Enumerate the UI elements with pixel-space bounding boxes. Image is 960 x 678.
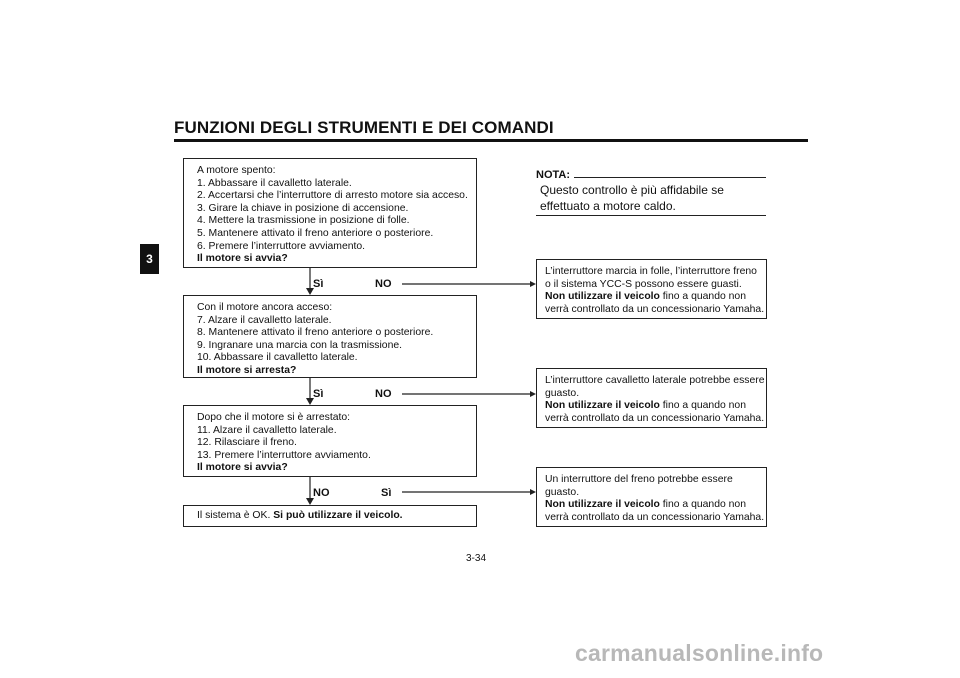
fault-line: fino a quando non [659,400,746,412]
fault-line: verrà controllato da un concessionario Yamaha. [545,303,765,315]
step-line: 6. Premere l’interruttore avviamento. [197,240,366,252]
fault-line: o il sistema YCC-S possono essere guasti. [545,278,742,290]
fault-box-3 [536,467,767,527]
branch-3-down-label: NO [313,487,330,499]
branch-1-right-label: NO [375,278,392,290]
fault-line: fino a quando non [659,291,746,303]
fault-line: guasto. [545,387,580,399]
branch-3-right-label: Sì [381,487,392,499]
step-line: A motore spento: [197,165,276,176]
result-ok-box [183,505,477,527]
fault-line: fino a quando non [659,499,746,511]
step-line: 4. Mettere la trasmissione in posizione di folle. [197,215,410,227]
step-question: Il motore si avvia? [197,462,288,474]
page-number: 3-34 [466,553,487,564]
fault-line: L’interruttore cavalletto laterale potrebbe essere [545,375,765,386]
step-line: Dopo che il motore si è arrestato: [197,412,351,423]
step-line: Con il motore ancora acceso: [197,302,333,313]
fault-line: Un interruttore del freno potrebbe essere [545,474,733,485]
fault-box-2 [536,368,767,428]
step-line: 12. Rilasciare il freno. [197,437,297,449]
step-line: 7. Alzare il cavalletto laterale. [197,314,332,326]
branch-2-right-label: NO [375,388,392,400]
step-line: 2. Accertarsi che l’interruttore di arresto motore sia acceso. [197,190,468,202]
step-line: 9. Ingranare una marcia con la trasmissione. [197,339,403,351]
fault-warning: Non utilizzare il veicolo [545,400,660,412]
step-line: 10. Abbassare il cavalletto laterale. [197,352,358,364]
step-box-2 [183,295,477,378]
result-ok-bold: Si può utilizzare il veicolo. [273,510,403,521]
note-rule-bottom [536,215,766,216]
fault-line: L’interruttore marcia in folle, l’interruttore freno [545,266,757,277]
step-box-1 [183,158,477,268]
step-line: 3. Girare la chiave in posizione di accensione. [197,202,409,214]
branch-2-down-label: Sì [313,388,324,400]
note-text: Questo controllo è più affidabile se effettuato a motore caldo. [540,183,724,213]
fault-box-1 [536,259,767,319]
fault-line: guasto. [545,486,580,498]
step-question: Il motore si arresta? [197,364,297,376]
step-line: 13. Premere l’interruttore avviamento. [197,449,371,461]
step-line: 11. Alzare il cavalletto laterale. [197,424,337,436]
page-title: FUNZIONI DEGLI STRUMENTI E DEI COMANDI [174,118,554,137]
branch-1-down-label: Sì [313,278,324,290]
note-rule-top [574,177,766,178]
note-heading: NOTA: [536,169,571,181]
watermark: carmanualsonline.info [575,640,824,666]
arrowhead-down-3 [306,498,314,505]
step-box-3 [183,405,477,477]
step-line: 5. Mantenere attivato il freno anteriore o posteriore. [197,227,434,239]
fault-warning: Non utilizzare il veicolo [545,499,660,511]
chapter-tab: 3 [140,244,159,274]
result-ok-prefix: Il sistema è OK. [197,510,274,521]
step-line: 1. Abbassare il cavalletto laterale. [197,177,352,189]
step-line: 8. Mantenere attivato il freno anteriore o posteriore. [197,327,434,339]
fault-line: verrà controllato da un concessionario Yamaha. [545,511,765,523]
fault-warning: Non utilizzare il veicolo [545,291,660,303]
fault-line: verrà controllato da un concessionario Yamaha. [545,412,765,424]
step-question: Il motore si avvia? [197,253,288,265]
